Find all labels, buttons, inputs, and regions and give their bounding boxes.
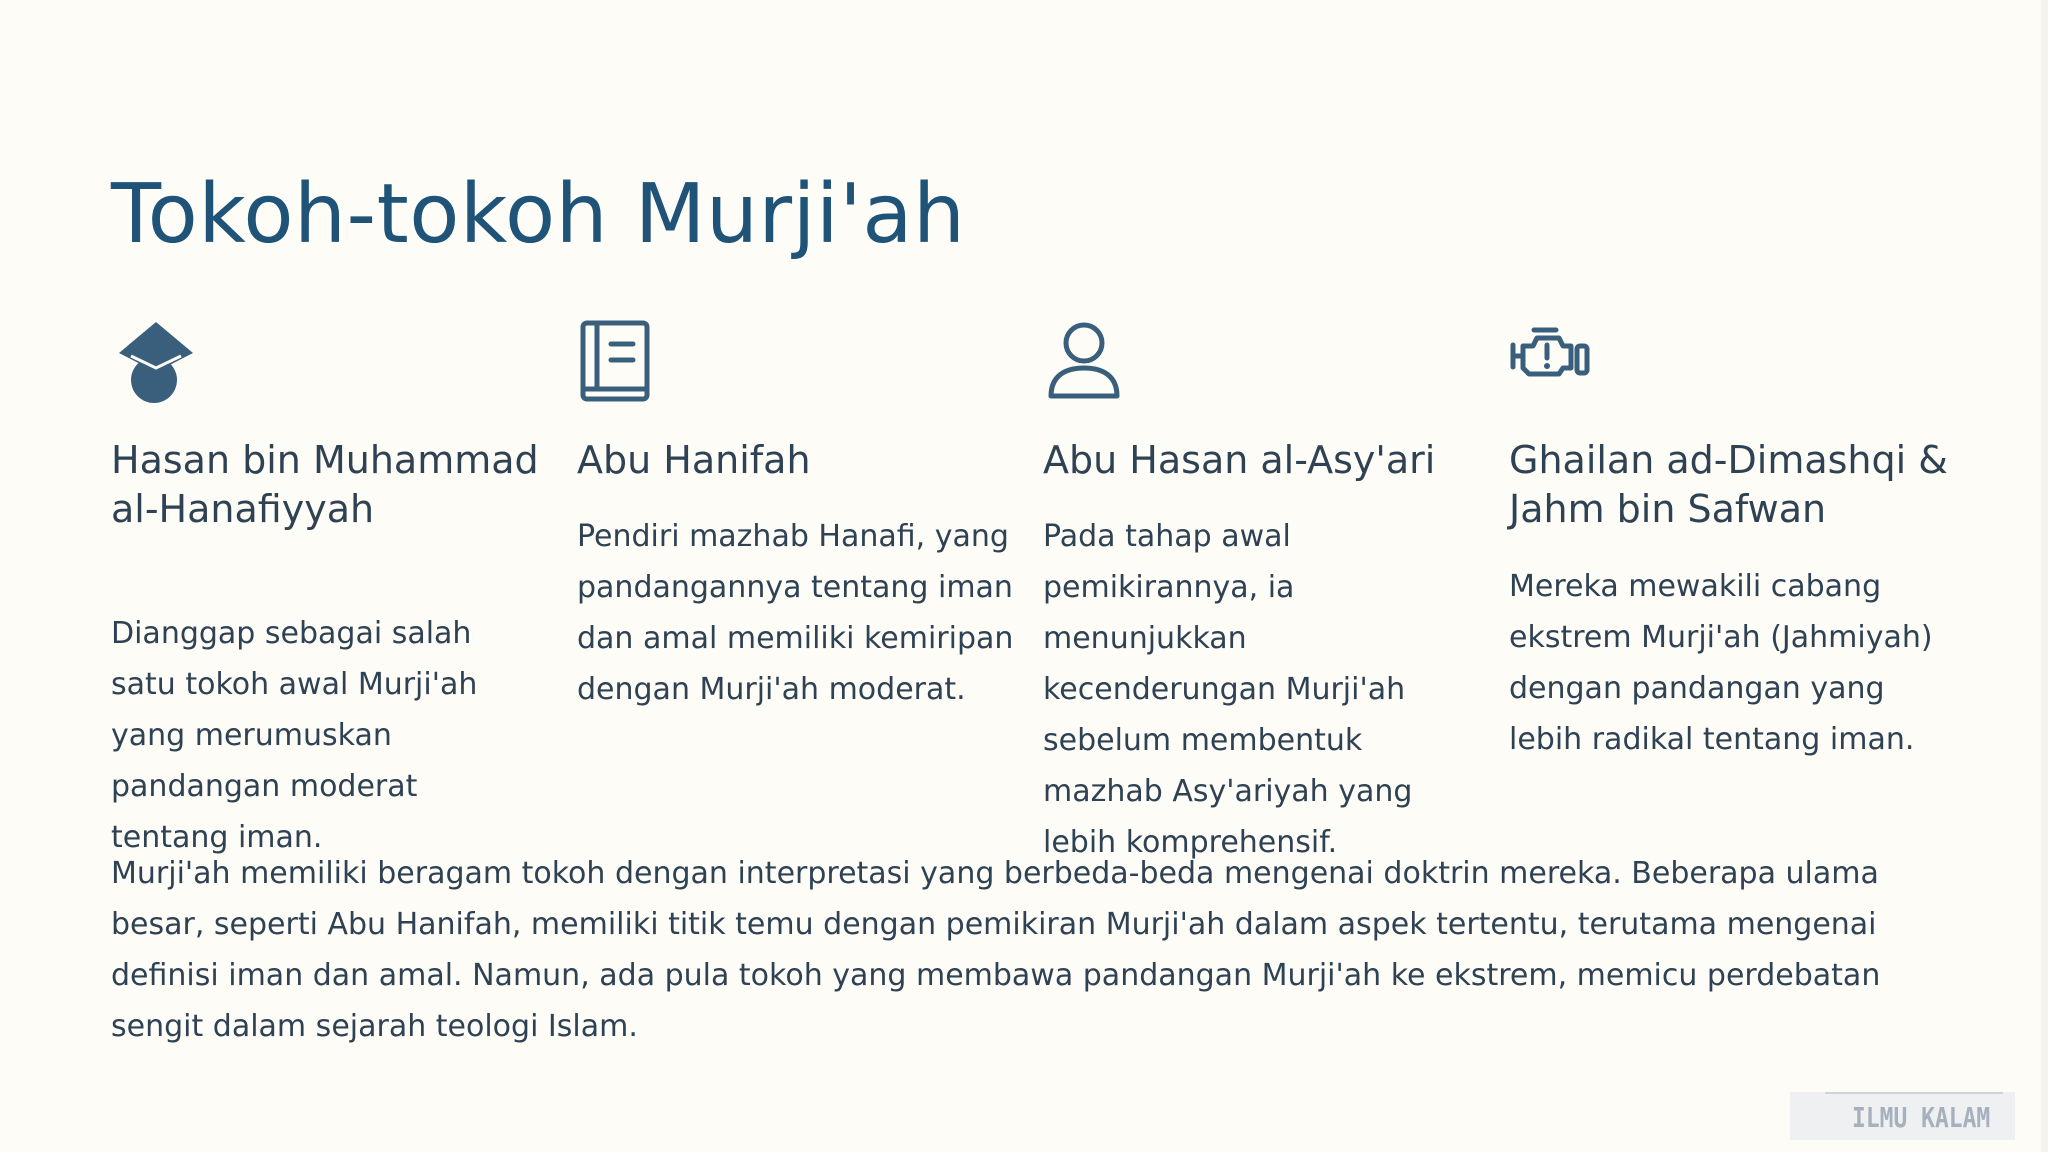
figure-name: Abu Hanifah [577,438,811,482]
graduation-cap-icon [111,318,201,408]
figure-description: Pada tahap awal pemikirannya, ia menunjukkan kecenderungan Murji'ah sebelum membentuk mazhab Asy'ariyah yang lebih komprehensif. [1043,519,1413,860]
brand-rule [1825,1092,2003,1094]
book-icon [577,318,667,408]
engine-warning-icon [1509,318,1599,408]
figure-name: Hasan bin Muhammad al-Hanafiyyah [111,438,539,531]
figure-description: Mereka mewakili cabang ekstrem Murji'ah (Jahmiyah) dengan pandangan yang lebih radikal tentang iman. [1509,569,1933,757]
summary-paragraph: Murji'ah memiliki beragam tokoh dengan interpretasi yang berbeda-beda mengenai doktrin mereka. Beberapa ulama besar, seperti Abu Hanifah, memiliki titik temu dengan pemikiran Murji'ah dalam aspek tertentu, terutama mengenai definisi iman dan amal. Namun, ada pula tokoh yang membawa pandangan Murji'ah ke ekstrem, memicu perdebatan sengit dalam sejarah teologi Islam. [111,856,1881,1044]
figure-name: Ghailan ad-Dimashqi & Jahm bin Safwan [1509,438,1948,531]
slide-edge [2041,0,2048,1152]
figure-name: Abu Hasan al-Asy'ari [1043,438,1436,482]
slide-title: Tokoh-tokoh Murji'ah [111,167,966,262]
brand-label: ILMU KALAM [1852,1101,1991,1134]
figure-card-al-asyari [1043,318,1473,860]
figure-card-hasan [111,318,541,855]
figure-description: Dianggap sebagai salah satu tokoh awal Murji'ah yang merumuskan pandangan moderat tentang iman. [111,616,478,855]
figure-description: Pendiri mazhab Hanafi, yang pandangannya tentang iman dan amal memiliki kemiripan dengan Murji'ah moderat. [577,519,1014,707]
brand-badge [1790,1092,2015,1140]
user-icon [1043,318,1133,408]
figure-card-abu-hanifah [577,318,1014,707]
figure-card-ghailan-jahm [1509,318,1969,757]
